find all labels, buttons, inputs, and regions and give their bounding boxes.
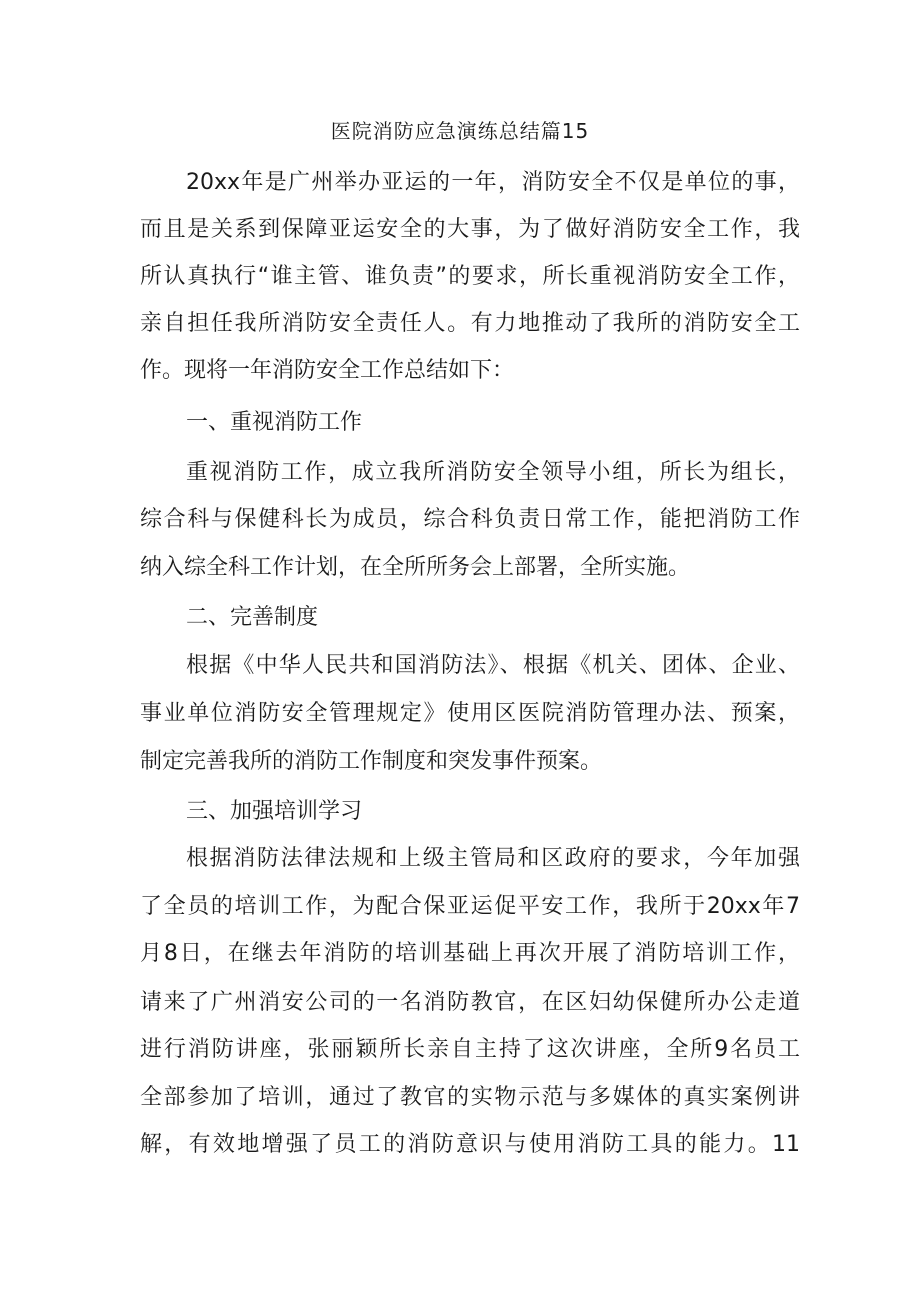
section-heading: 二、完善制度 [186,605,319,630]
paragraph-line: 月8日，在继去年消防的培训基础上再次开展了消防培训工作， [140,941,800,966]
paragraph-line: 而且是关系到保障亚运安全的大事，为了做好消防安全工作，我 [140,217,800,242]
section-heading: 三、加强培训学习 [186,799,363,824]
paragraph-line: 请来了广州消安公司的一名消防教官，在区妇幼保健所办公走道 [140,990,800,1015]
paragraph-line: 20xx年是广州举办亚运的一年，消防安全不仅是单位的事， [186,170,800,195]
section-heading: 一、重视消防工作 [186,410,363,435]
paragraph-line: 所认真执行“谁主管、谁负责”的要求，所长重视消防安全工作， [140,264,800,289]
paragraph-line: 全部参加了培训，通过了教官的实物示范与多媒体的真实案例讲 [140,1085,800,1110]
paragraph-line: 重视消防工作，成立我所消防安全领导小组，所长为组长， [186,460,800,485]
paragraph-line: 了全员的培训工作，为配合保亚运促平安工作，我所于20xx年7 [140,894,800,919]
paragraph-line: 事业单位消防安全管理规定》使用区医院消防管理办法、预案， [140,701,800,726]
paragraph-line: 综合科与保健科长为成员，综合科负责日常工作，能把消防工作 [140,507,800,532]
paragraph-line: 作。现将一年消防安全工作总结如下： [140,358,515,383]
paragraph-line: 根据消防法律法规和上级主管局和区政府的要求，今年加强 [186,846,800,871]
document-title: 医院消防应急演练总结篇15 [330,119,590,143]
paragraph-line: 制定完善我所的消防工作制度和突发事件预案。 [140,749,603,774]
paragraph-line: 进行消防讲座，张丽颖所长亲自主持了这次讲座，全所9名员工 [140,1037,800,1062]
paragraph-line: 解，有效地增强了员工的消防意识与使用消防工具的能力。11 [140,1132,800,1157]
paragraph-line: 亲自担任我所消防安全责任人。有力地推动了我所的消防安全工 [140,311,800,336]
paragraph-line: 纳入综全科工作计划，在全所所务会上部署，全所实施。 [140,555,691,580]
paragraph-line: 根据《中华人民共和国消防法》、根据《机关、团体、企业、 [186,653,800,678]
